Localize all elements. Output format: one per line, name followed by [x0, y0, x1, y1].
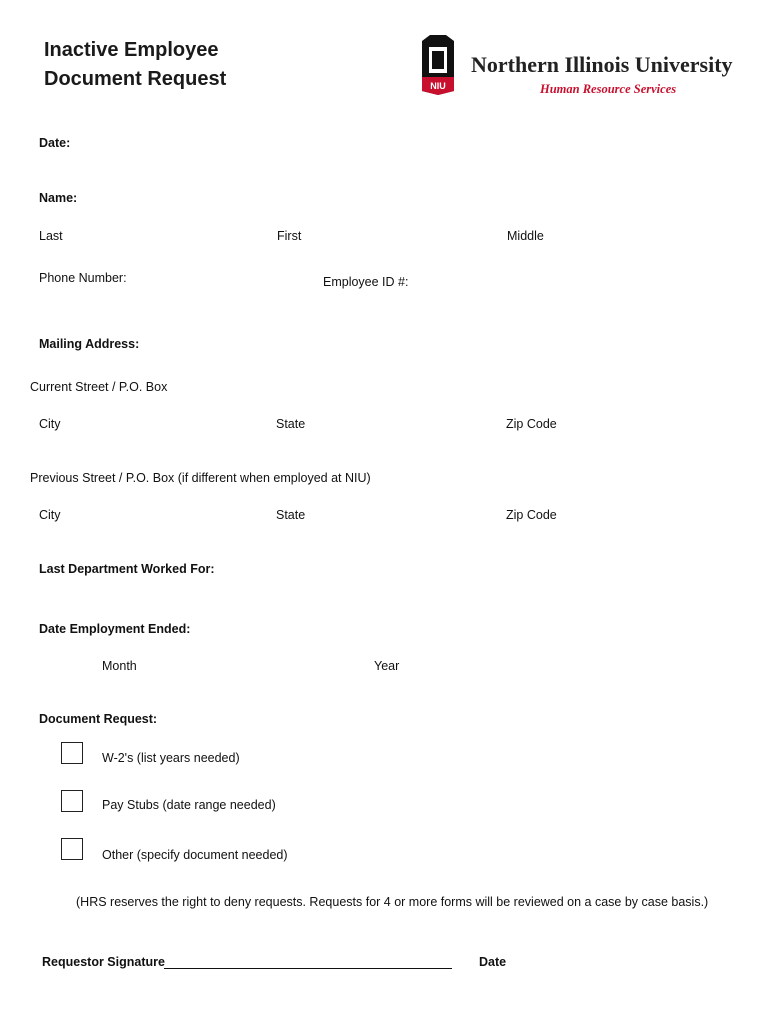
last-department-label: Last Department Worked For: — [39, 562, 215, 576]
signature-line[interactable] — [164, 968, 452, 969]
phone-label: Phone Number: — [39, 271, 127, 285]
previous-state-label: State — [276, 508, 306, 522]
previous-city-label: City — [39, 508, 61, 522]
logo-university-name: Northern Illinois University — [471, 52, 733, 77]
previous-street-label: Previous Street / P.O. Box (if different when employed at NIU) — [30, 471, 371, 485]
middle-name-label: Middle — [507, 229, 544, 243]
employee-id-label: Employee ID #: — [323, 275, 409, 289]
signature-label: Requestor Signature — [42, 955, 165, 969]
niu-shield-icon — [420, 33, 456, 95]
date-label: Date: — [39, 136, 71, 150]
title-line-2: Document Request — [44, 68, 227, 90]
name-label: Name: — [39, 191, 78, 205]
last-name-label: Last — [39, 229, 63, 243]
state-label: State — [276, 417, 306, 431]
year-label: Year — [374, 659, 400, 673]
document-request-label: Document Request: — [39, 712, 158, 726]
previous-zip-label: Zip Code — [506, 508, 557, 522]
date-ended-label: Date Employment Ended: — [39, 622, 191, 636]
month-label: Month — [102, 659, 137, 673]
other-option-label: Other (specify document needed) — [102, 848, 288, 862]
pay-stubs-checkbox[interactable] — [61, 790, 83, 812]
w2-option-label: W-2's (list years needed) — [102, 751, 240, 765]
mailing-address-label: Mailing Address: — [39, 337, 140, 351]
notice-text: (HRS reserves the right to deny requests. Requests for 4 or more forms will be reviewed on a case by case basis.) — [76, 895, 709, 909]
city-label: City — [39, 417, 61, 431]
page-title — [44, 36, 226, 94]
current-street-label: Current Street / P.O. Box — [30, 380, 168, 394]
zip-label: Zip Code — [506, 417, 557, 431]
w2-checkbox[interactable] — [61, 742, 83, 764]
signature-date-label: Date — [479, 955, 507, 969]
first-name-label: First — [277, 229, 302, 243]
pay-stubs-option-label: Pay Stubs (date range needed) — [102, 798, 276, 812]
other-checkbox[interactable] — [61, 838, 83, 860]
niu-mark-text: NIU — [430, 81, 446, 91]
logo-department-name: Human Resource Services — [540, 82, 677, 96]
title-line-1: Inactive Employee — [44, 39, 219, 61]
